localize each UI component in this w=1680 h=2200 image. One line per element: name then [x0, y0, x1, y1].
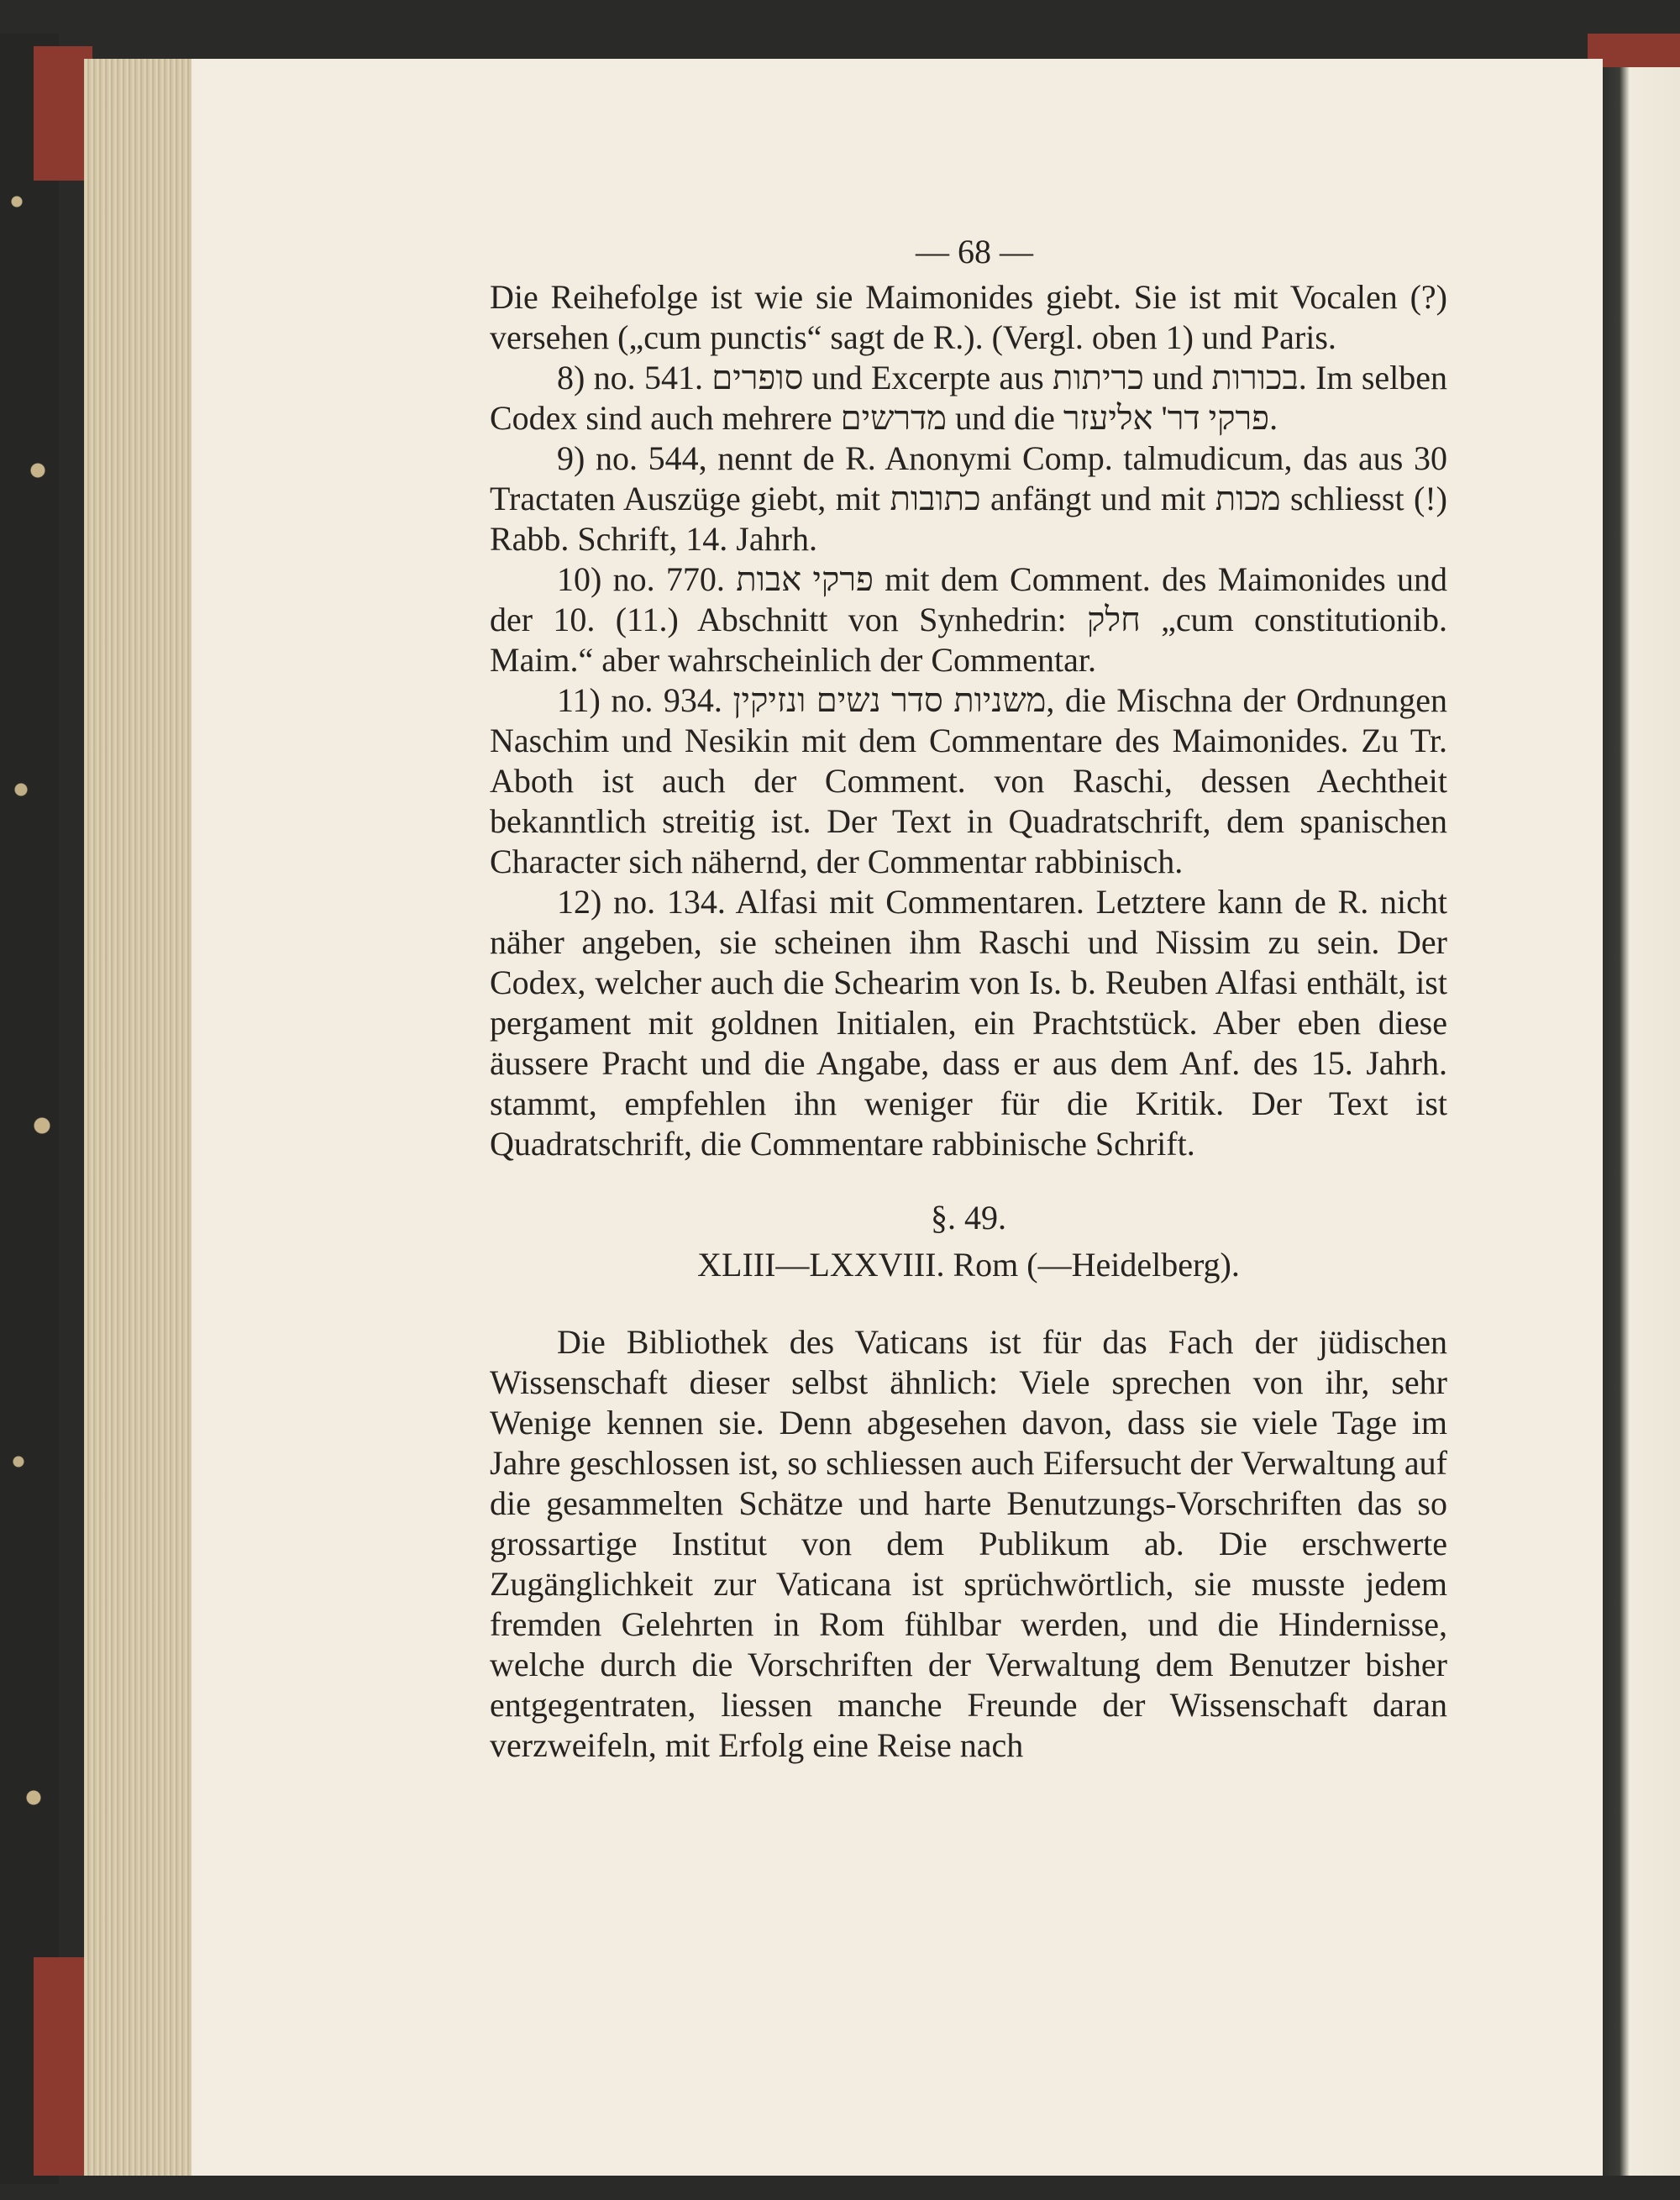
section-paragraph: Die Bibliothek des Vaticans ist für das Fach der jüdischen Wissenschaft dieser selbst ähnlich: Viele sprechen von ihr, sehr Wenige kennen sie. Denn abgesehen davon, dass sie viele Tage im Jahre geschlossen ist, so schliessen auch Eifersucht der Verwaltung auf die gesammelten Schätze und harte Benutzungs-Vorschriften das so grossartige Institut von dem Publikum ab. Die erschwerte Zugänglichkeit zur Vaticana ist sprüchwörtlich, sie musste jedem fremden Gelehrten in Rom fühlbar werden, und die Hindernisse, welche durch die Vorschriften der Verwaltung dem Benutzer bisher entgegentraten, liessen manche Freunde der Wissenschaft daran verzweifeln, mit Erfolg eine Reise nach [490, 1323, 1447, 1764]
page-number: — 68 — [916, 233, 1033, 270]
entry-9: 9) no. 544, nennt de R. Anonymi Comp. talmudicum, das aus 30 Tractaten Auszüge giebt, mit כתובות anfängt und mit מכות schliesst (!) Rabb. Schrift, 14. Jahrh. [490, 439, 1447, 558]
entry-8: 8) no. 541. סופרים und Excerpte aus כריתות und בכורות. Im selben Codex sind auch mehrere מדרשים und die פרקי דר' אליעזר. [490, 359, 1448, 437]
book-cover-left [0, 34, 59, 2184]
entry-12: 12) no. 134. Alfasi mit Commentaren. Letztere kann de R. nicht näher angeben, sie scheinen ihm Raschi und Nissim zu sein. Der Codex, welcher auch die Schearim von Is. b. Reuben Alfasi enthält, ist pergament mit goldnen Initialen, ein Prachtstück. Aber eben diese äussere Pracht und die Angabe, dass er aus dem Anf. des 15. Jahrh. stammt, empfehlen ihn weniger für die Kritik. Der Text ist Quadratschrift, die Commentare rabbinische Schrift. [490, 883, 1447, 1163]
facing-page-edge [1603, 67, 1680, 2176]
entry-11: 11) no. 934. משניות סדר נשים ונזיקין, die Mischna der Ordnungen Naschim und Nesikin mit dem Commentare des Maimonides. Zu Tr. Aboth ist auch der Comment. von Raschi, dessen Aechtheit bekanntlich streitig ist. Der Text in Quadratschrift, dem spanischen Character sich nähernd, der Commentar rabbinisch. [490, 681, 1448, 880]
entry-10: 10) no. 770. פרקי אבות mit dem Comment. des Maimonides und der 10. (11.) Abschnitt von Synhedrin: חלק „cum constitutionib. Maim.“ aber wahrscheinlich der Commentar. [490, 560, 1447, 679]
paragraph-continuation: Die Reihefolge ist wie sie Maimonides giebt. Sie ist mit Vocalen (?) versehen („cum punctis“ sagt de R.). (Vergl. oben 1) und Paris. [490, 278, 1447, 356]
section-title: XLIII—LXXVIII. Rom (—Heidelberg). [697, 1246, 1240, 1284]
page-fore-edge [84, 59, 192, 2176]
section-number: §. 49. [931, 1199, 1006, 1237]
page-body [490, 277, 1447, 1766]
